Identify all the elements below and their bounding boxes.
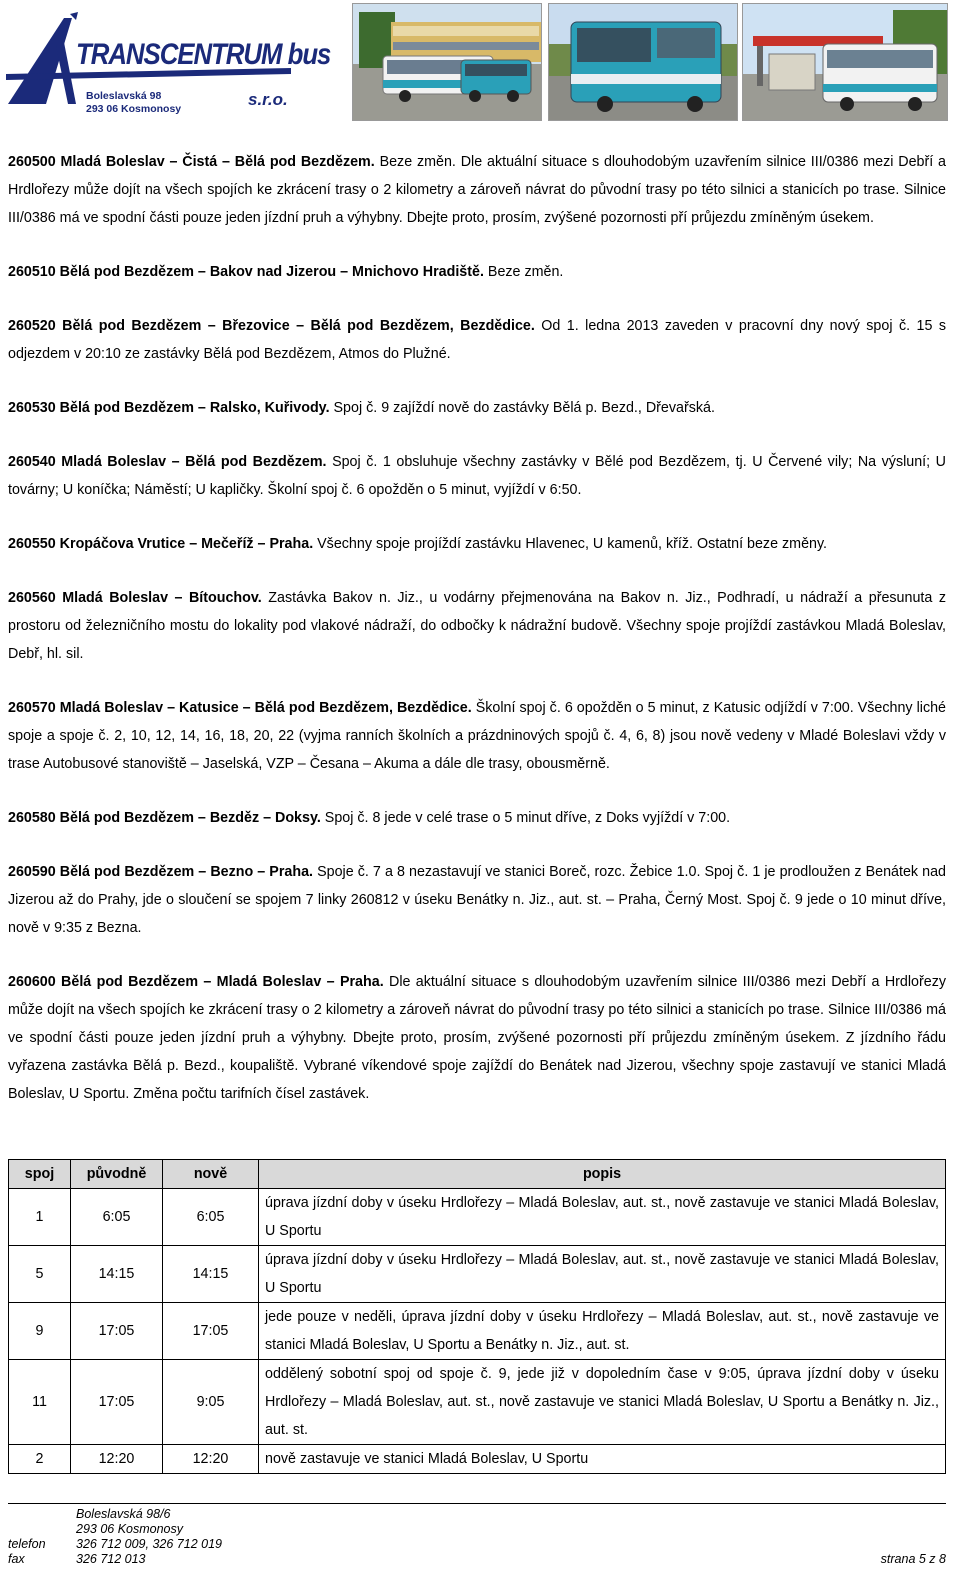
logo-brand-text: TRANSCENTRUM bus: [76, 38, 331, 71]
line-text: Spoj č. 9 zajíždí nově do zastávky Bělá p. Bezd., Dřevařská.: [329, 400, 715, 416]
line-title: 260510 Bělá pod Bezdězem – Bakov nad Jizerou – Mnichovo Hradiště.: [8, 264, 484, 280]
line-title: 260530 Bělá pod Bezdězem – Ralsko, Kuřivody.: [8, 400, 330, 416]
line-text: Od 1. ledna 2013 zaveden v pracovní dny nový spoj č. 15 s odjezdem v 20:10 ze zastávky Bělá pod Bezdězem, Atmos do Plužné.: [8, 318, 946, 362]
footer-phone-value: 326 712 009, 326 712 019: [76, 1537, 222, 1551]
cell-nove: 9:05: [163, 1360, 259, 1445]
line-text: Beze změn.: [483, 264, 564, 280]
company-logo: [6, 12, 331, 115]
cell-popis: úprava jízdní doby v úseku Hrdlořezy – Mladá Boleslav, aut. st., nově zastavuje ve stanici Mladá Boleslav, U Sportu: [259, 1246, 946, 1303]
line-text: Spoje č. 7 a 8 nezastavují ve stanici Boreč, rozc. Žebice 1.0. Spoj č. 1 je prodloužen z Benátek nad Jizerou až do Prahy, jde o sloučení se spojem 7 linky 260812 v úseku Benátky n. Jiz., aut. st. – Praha, Černý Most. Spoj č. 9 jede o 10 minut dříve, nově v 9:35 z Bezna.: [8, 864, 946, 936]
line-notice-260590: [8, 858, 946, 942]
line-title: 260590 Bělá pod Bezdězem – Bezno – Praha.: [8, 864, 314, 880]
cell-puvodne: 12:20: [71, 1445, 163, 1474]
line-text: Dle aktuální situace s dlouhodobým uzavřením silnice III/0386 mezi Debří a Hrdlořezy může dojít na všech spojích ke zkrácení trasy o 2 kilometry a zároveň návrat do původní trasy po této silnici a stanicích po trase. Silnice III/0386 má ve spodní části pouze jeden jízdní pruh a výhybny. Dbejte proto, prosím, zvýšené pozornosti pří průjezdu zmíněným úsekem. Z jízdního řádu vyřazena zastávka Bělá p. Bezd., koupaliště. Vybrané víkendové spoje zajíždí do Benátek nad Jizerou, všechny spoje zastavují ve stanici Mladá Boleslav, U Sportu. Změna počtu tarifních čísel zastávek.: [8, 974, 946, 1102]
column-header-spoj: spoj: [9, 1160, 71, 1189]
footer-address-street: Boleslavská 98/6: [76, 1507, 171, 1521]
table-row: [9, 1246, 946, 1303]
column-header-nove: nově: [163, 1160, 259, 1189]
table-header: [9, 1160, 946, 1189]
line-notice-260600: [8, 968, 946, 1108]
table-row: [9, 1189, 946, 1246]
line-title: 260580 Bělá pod Bezdězem – Bezděz – Doksy.: [8, 810, 321, 826]
line-notice-260550: [8, 530, 946, 558]
line-text: Spoj č. 8 jede v celé trase o 5 minut dříve, z Doks vyjíždí v 7:00.: [320, 810, 731, 826]
table-row: [9, 1445, 946, 1474]
bus-photo-road: [548, 3, 738, 121]
logo-address-city: 293 06 Kosmonosy: [86, 103, 182, 115]
line-notice-260520: [8, 312, 946, 368]
line-notice-260540: [8, 448, 946, 504]
logo-legal-form: s.r.o.: [248, 90, 288, 109]
table-header-row: [9, 1160, 946, 1189]
bus-photo-station: [742, 3, 948, 121]
schedule-changes-table: [8, 1159, 946, 1474]
cell-popis: oddělený sobotní spoj od spoje č. 9, jede již v dopoledním čase v 9:05, úprava jízdní doby v úseku Hrdlořezy – Mladá Boleslav, aut. st., nově zastavuje ve stanici Mladá Boleslav, U Sportu a Benátky n. Jiz., aut. st.: [259, 1360, 946, 1445]
line-notice-260570: [8, 694, 946, 778]
table-row: [9, 1303, 946, 1360]
cell-nove: 17:05: [163, 1303, 259, 1360]
line-notice-260500: [8, 148, 946, 232]
column-header-puvodne: původně: [71, 1160, 163, 1189]
line-title: 260520 Bělá pod Bezdězem – Březovice – Bělá pod Bezdězem, Bezdědice.: [8, 318, 535, 334]
line-notice-260530: [8, 394, 946, 422]
cell-nove: 6:05: [163, 1189, 259, 1246]
footer-fax-label: fax: [8, 1552, 25, 1566]
cell-nove: 12:20: [163, 1445, 259, 1474]
cell-popis: úprava jízdní doby v úseku Hrdlořezy – Mladá Boleslav, aut. st., nově zastavuje ve stanici Mladá Boleslav, U Sportu: [259, 1189, 946, 1246]
cell-puvodne: 17:05: [71, 1303, 163, 1360]
line-notice-260580: [8, 804, 946, 832]
footer-row: [8, 1507, 946, 1522]
cell-puvodne: 17:05: [71, 1360, 163, 1445]
footer-divider: [8, 1503, 946, 1504]
line-title: 260560 Mladá Boleslav – Bítouchov.: [8, 590, 262, 606]
cell-popis: jede pouze v neděli, úprava jízdní doby v úseku Hrdlořezy – Mladá Boleslav, aut. st., nově zastavuje ve stanici Mladá Boleslav, U Sportu a Benátky n. Jiz., aut. st.: [259, 1303, 946, 1360]
footer-row: [8, 1552, 946, 1567]
line-text: Zastávka Bakov n. Jiz., u vodárny přejmenována na Bakov n. Jiz., Podhradí, u nádraží a přesunuta z prostoru od železničního mostu do lokality pod vlakové nádraží, do odbočky k nádražní budově. Všechny spoje projíždí zastávkou Mladá Boleslav, Debř, hl. sil.: [8, 590, 946, 662]
cell-spoj: 1: [9, 1189, 71, 1246]
footer-address-city: 293 06 Kosmonosy: [76, 1522, 184, 1536]
document-body: [8, 148, 946, 1134]
line-text: Spoj č. 1 obsluhuje všechny zastávky v Bělé pod Bezdězem, tj. U Červené vily; Na výsluní; U továrny; U koníčka; Náměstí; U kapličky. Školní spoj č. 6 opožděn o 5 minut, vyjíždí v 6:50.: [8, 454, 946, 498]
footer-phone-label: telefon: [8, 1537, 46, 1551]
table-row: [9, 1360, 946, 1445]
page-number: strana 5 z 8: [880, 1552, 946, 1566]
logo-address-street: Boleslavská 98: [86, 90, 162, 102]
cell-spoj: 5: [9, 1246, 71, 1303]
line-notice-260560: [8, 584, 946, 668]
cell-nove: 14:15: [163, 1246, 259, 1303]
page-header: [0, 0, 960, 125]
line-text: Beze změn. Dle aktuální situace s dlouhodobým uzavřením silnice III/0386 mezi Debří a Hrdlořezy může dojít na všech spojích ke zkrácení trasy o 2 kilometry a zároveň návrat do původní trasy po této silnici a stanicích po trase. Silnice III/0386 má ve spodní části pouze jeden jízdní pruh a výhybny. Dbejte proto, prosím, zvýšené pozornosti pří průjezdu zmíněným úsekem.: [8, 154, 946, 226]
line-text: Školní spoj č. 6 opožděn o 5 minut, z Katusic odjíždí v 7:00. Všechny liché spoje a spoje č. 2, 10, 12, 14, 16, 18, 20, 22 (vyjma ranních školních a prázdninových spojů č. 4, 6, 8) jsou nově vedeny v Mladé Boleslavi vždy v trase Autobusové stanoviště – Jaselská, VZP – Česana – Akuma a dále dle trasy, obousměrně.: [8, 700, 946, 772]
line-text: Všechny spoje projíždí zastávku Hlavenec, U kamenů, kříž. Ostatní beze změny.: [313, 536, 828, 552]
line-title: 260570 Mladá Boleslav – Katusice – Bělá pod Bezdězem, Bezdědice.: [8, 700, 472, 716]
line-notice-260510: [8, 258, 946, 286]
page-footer: [8, 1507, 946, 1567]
cell-spoj: 2: [9, 1445, 71, 1474]
column-header-popis: popis: [259, 1160, 946, 1189]
footer-row: [8, 1522, 946, 1537]
bus-photo-depot: [352, 3, 542, 121]
cell-spoj: 9: [9, 1303, 71, 1360]
footer-row: [8, 1537, 946, 1552]
line-title: 260600 Bělá pod Bezdězem – Mladá Boleslav – Praha.: [8, 974, 384, 990]
cell-puvodne: 14:15: [71, 1246, 163, 1303]
cell-puvodne: 6:05: [71, 1189, 163, 1246]
cell-spoj: 11: [9, 1360, 71, 1445]
cell-popis: nově zastavuje ve stanici Mladá Boleslav, U Sportu: [259, 1445, 946, 1474]
line-title: 260550 Kropáčova Vrutice – Mečeříž – Praha.: [8, 536, 314, 552]
footer-fax-value: 326 712 013: [76, 1552, 146, 1566]
line-title: 260500 Mladá Boleslav – Čistá – Bělá pod Bezdězem.: [8, 154, 375, 170]
line-title: 260540 Mladá Boleslav – Bělá pod Bezdězem.: [8, 454, 327, 470]
